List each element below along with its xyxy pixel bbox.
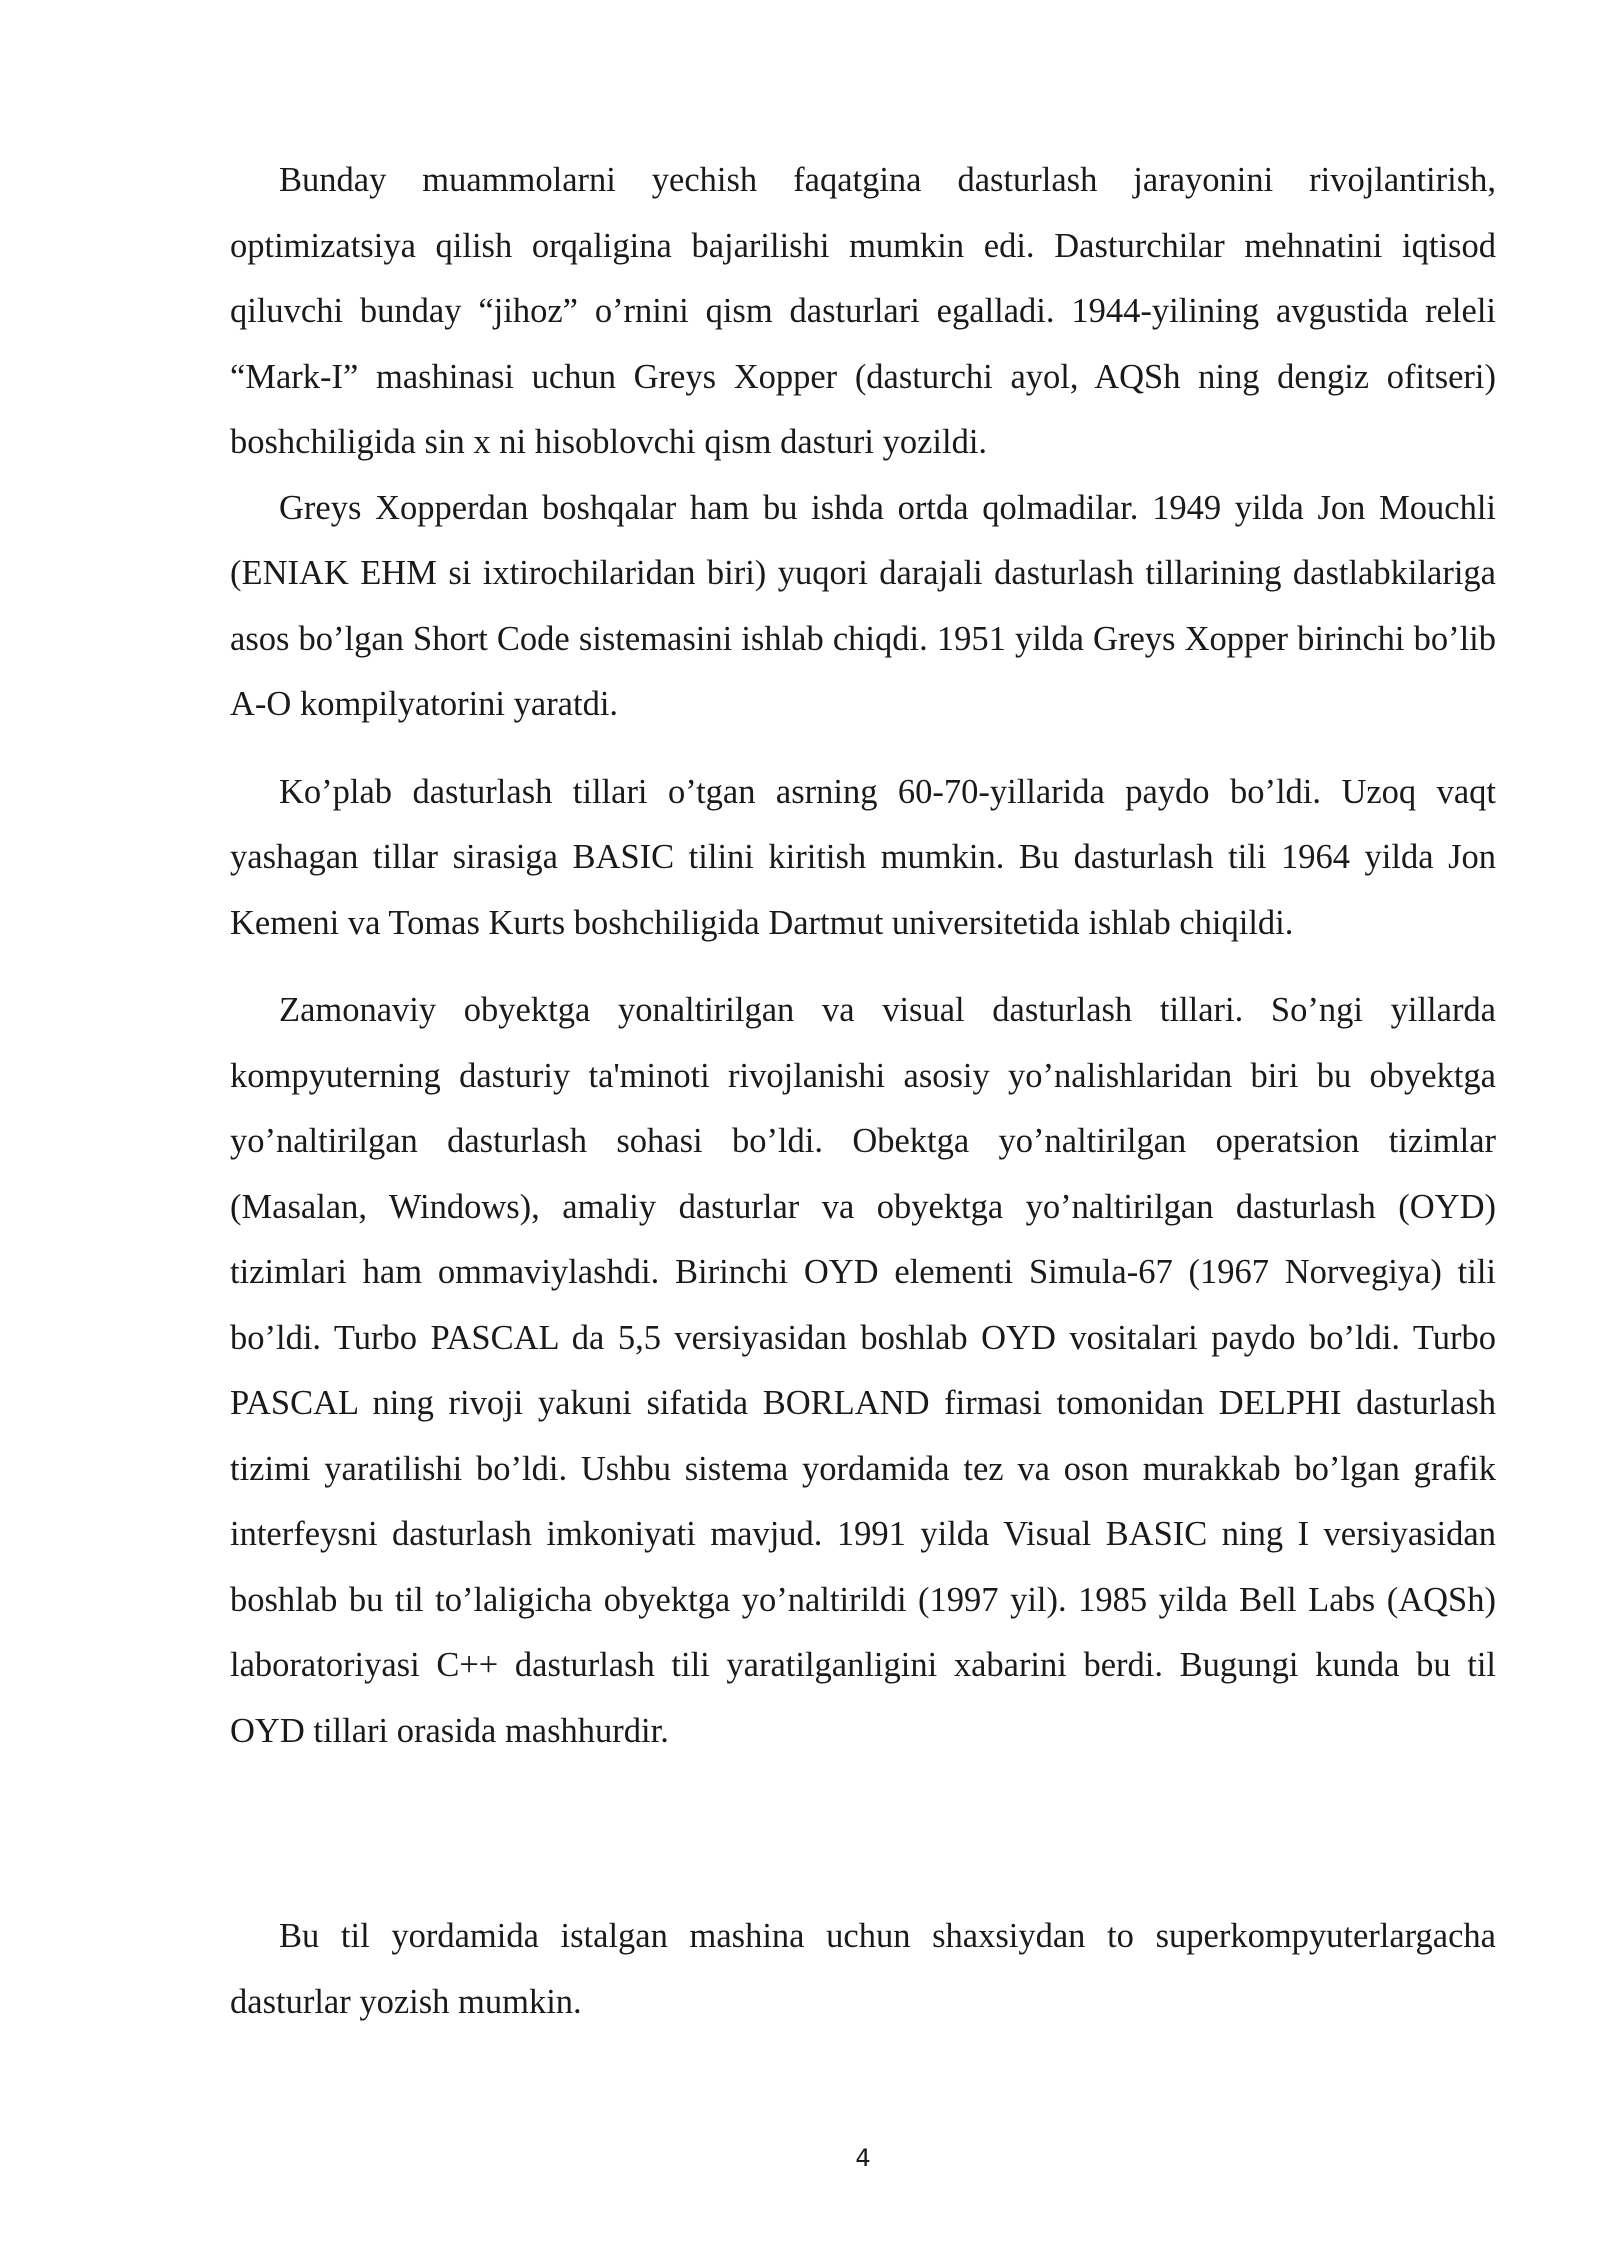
paragraph-subroutines: Bunday muammolarni yechish faqatgina dasturlash jarayonini rivojlantirish, optimizatsiya qilish orqaligina bajarilishi mumkin edi. Dasturchilar mehnatini iqtisod qiluvchi bunday “jihoz” o’rnini qism dasturlari egalladi. 1944-yilining avgustida releli “Mark-I” mashinasi uchun Greys Xopper (dasturchi ayol, AQSh ning dengiz ofitseri) boshchiligida sin x ni hisoblovchi qism dasturi yozildi. — [230, 161, 1496, 461]
paragraph-short-code: Greys Xopperdan boshqalar ham bu ishda ortda qolmadilar. 1949 yilda Jon Mouchli (ENIAK EHM si ixtirochilaridan biri) yuqori darajali dasturlash tillarining dastlabkilariga asos bo’lgan Short Code sistemasini ishlab chiqdi. 1951 yilda Greys Xopper birinchi bo’lib A-O kompilyatorini yaratdi. — [230, 488, 1496, 723]
document-page — [230, 148, 1496, 2035]
page-number: 4 — [855, 2144, 871, 2172]
paragraph-supercomputers: Bu til yordamida istalgan mashina uchun shaxsiydan to superkompyuterlargacha dasturlar yozish mumkin. — [230, 1917, 1496, 2021]
paragraph-oop-languages: Zamonaviy obyektga yonaltirilgan va visual dasturlash tillari. So’ngi yillarda kompyuterning dasturiy ta'minoti rivojlanishi asosiy yo’nalishlaridan biri bu obyektga yo’naltirilgan dasturlash sohasi bo’ldi. Obektga yo’naltirilgan operatsion tizimlar (Masalan, Windows), amaliy dasturlar va obyektga yo’naltirilgan dasturlash (OYD) tizimlari ham ommaviylashdi. Birinchi OYD elementi Simula-67 (1967 Norvegiya) tili bo’ldi. Turbo PASCAL da 5,5 versiyasidan boshlab OYD vositalari paydo bo’ldi. Turbo PASCAL ning rivoji yakuni sifatida BORLAND firmasi tomonidan DELPHI dasturlash tizimi yaratilishi bo’ldi. Ushbu sistema yordamida tez va oson murakkab bo’lgan grafik interfeysni dasturlash imkoniyati mavjud. 1991 yilda Visual BASIC ning I versiyasidan boshlab bu til to’laligicha obyektga yo’naltirildi (1997 yil). 1985 yilda Bell Labs (AQSh) laboratoriyasi C++ dasturlash tili yaratilganligini xabarini berdi. Bugungi kunda bu til OYD tillari orasida mashhurdir. — [230, 991, 1496, 1750]
paragraph-basic: Ko’plab dasturlash tillari o’tgan asrning 60-70-yillarida paydo bo’ldi. Uzoq vaqt yashagan tillar sirasiga BASIC tilini kiritish mumkin. Bu dasturlash tili 1964 yilda Jon Kemeni va Tomas Kurts boshchiligida Dartmut universitetida ishlab chiqildi. — [230, 772, 1496, 942]
